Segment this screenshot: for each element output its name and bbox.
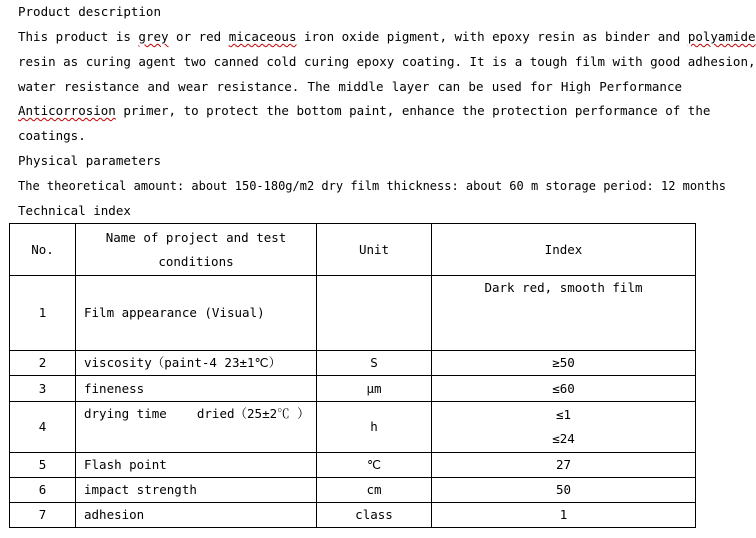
row-unit: cm (317, 478, 432, 503)
spellcheck-word: grey (138, 29, 169, 44)
row-index (432, 402, 696, 453)
description-text-segment: primer, to protect the bottom paint, enhance the protection performance of the (115, 103, 711, 118)
header-index: Index (432, 224, 696, 276)
row-index: Dark red, smooth film (432, 276, 696, 351)
header-unit: Unit (317, 224, 432, 276)
table-header-row (10, 224, 696, 276)
physical-parameters-heading: Physical parameters (18, 153, 161, 168)
table-row (10, 376, 696, 402)
description-line-5: coatings. (18, 128, 86, 143)
table-row (10, 453, 696, 478)
description-line-2: resin as curing agent two canned cold curing epoxy coating. It is a tough film with good adhesion, (18, 54, 756, 69)
table-row (10, 276, 696, 351)
row-index: ≤60 (432, 376, 696, 402)
row-name: impact strength (76, 478, 317, 503)
description-text-segment: iron oxide pigment, with epoxy resin as binder and (296, 29, 688, 44)
row-index: 50 (432, 478, 696, 503)
table-row (10, 351, 696, 376)
row-unit: h (317, 402, 432, 453)
row-no: 6 (10, 478, 76, 503)
physical-parameters-text: The theoretical amount: about 150-180g/m2 dry film thickness: about 60 m storage period: 12 months (18, 179, 727, 193)
spellcheck-word: micaceous (228, 29, 297, 44)
row-no: 3 (10, 376, 76, 402)
row-index-line-1: ≤1 (555, 407, 572, 422)
spellcheck-word: polyamide (687, 29, 756, 44)
description-line-1 (18, 29, 756, 45)
row-no: 5 (10, 453, 76, 478)
table-row (10, 402, 696, 453)
header-name (76, 224, 317, 276)
table-row (10, 503, 696, 528)
spellcheck-word: Anticorrosion (18, 103, 116, 118)
row-unit: μm (317, 376, 432, 402)
description-text-segment: This product is (18, 29, 139, 44)
header-no: No. (10, 224, 76, 276)
row-name: viscosity（paint-4 23±1℃） (76, 351, 317, 376)
row-unit: class (317, 503, 432, 528)
row-name: Flash point (76, 453, 317, 478)
description-text-segment: or red (168, 29, 229, 44)
row-index: 27 (432, 453, 696, 478)
description-line-3: water resistance and wear resistance. The middle layer can be used for High Performance (18, 79, 682, 94)
header-name-line-2: conditions (158, 253, 234, 269)
row-name: fineness (76, 376, 317, 402)
row-no: 2 (10, 351, 76, 376)
row-name: drying time dried（25±2℃ ） (76, 402, 317, 453)
row-no: 4 (10, 402, 76, 453)
row-name: Film appearance (Visual) (76, 276, 317, 351)
description-line-4 (18, 103, 711, 119)
row-index-line-2: ≤24 (552, 431, 575, 446)
row-name: adhesion (76, 503, 317, 528)
row-unit (317, 276, 432, 351)
table-row (10, 478, 696, 503)
row-unit: S (317, 351, 432, 376)
technical-index-heading: Technical index (18, 203, 131, 218)
row-no: 1 (10, 276, 76, 351)
row-index: ≥50 (432, 351, 696, 376)
technical-index-table (9, 223, 696, 528)
row-no: 7 (10, 503, 76, 528)
header-name-line-1: Name of project and test (105, 229, 287, 245)
row-unit: ℃ (317, 453, 432, 478)
row-index: 1 (432, 503, 696, 528)
product-description-heading: Product description (18, 4, 161, 19)
